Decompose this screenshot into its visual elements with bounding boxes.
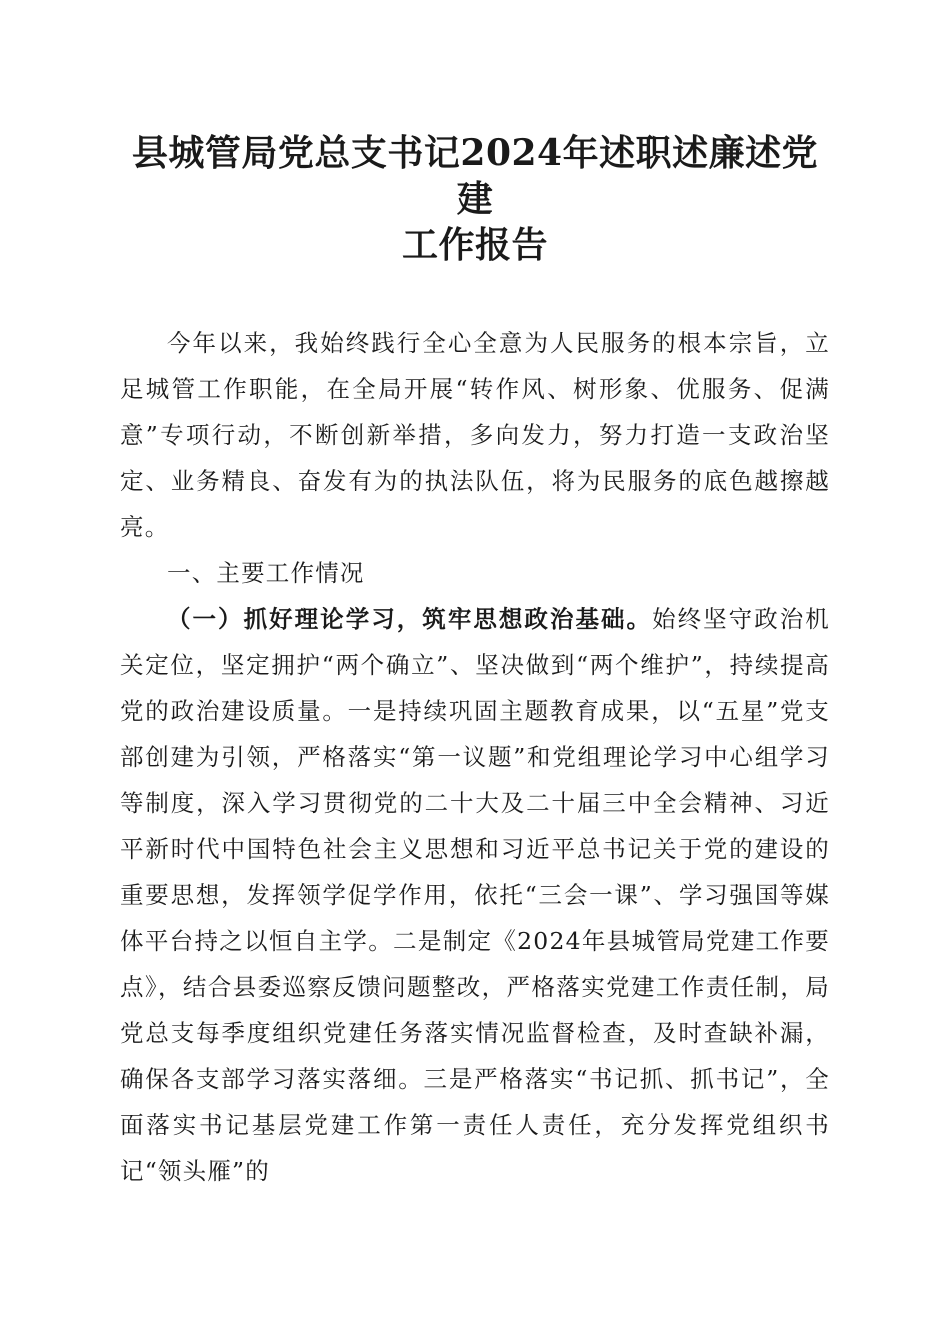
sub-heading-body: 始终坚守政治机关定位，坚定拥护“两个确立”、坚决做到“两个维护”，持续提高党的政治建设质量。一是持续巩固主题教育成果，以“五星”党支部创建为引领，严格落实“第一议题”和党组理论学习中心组学习等制度，深入学习贯彻党的二十大及二十届三中全会精神、习近平新时代中国特色社会主义思想和习近平总书记关于党的建设的重要思想，发挥领学促学作用，依托“三会一课”、学习强国等媒体平台持之以恒自主学。二是制定《2024年县城管局党建工作要点》，结合县委巡察反馈问题整改，严格落实党建工作责任制，局党总支每季度组织党建任务落实情况监督检查，及时查缺补漏，确保各支部学习落实落细。三是严格落实“书记抓、抓书记”，全面落实书记基层党建工作第一责任人责任，充分发挥党组织书记“领头雁”的 [120,605,830,1185]
document-page [120,130,830,1194]
section-heading: 一、主要工作情况 [167,559,365,587]
intro-paragraph: 今年以来，我始终践行全心全意为人民服务的根本宗旨，立足城管工作职能，在全局开展“转作风、树形象、优服务、促满意”专项行动，不断创新举措，多向发力，努力打造一支政治坚定、业务精良、奋发有为的执法队伍，将为民服务的底色越擦越亮。 [120,329,830,541]
body-paragraph [120,596,830,1194]
sub-heading: （一）抓好理论学习，筑牢思想政治基础。 [167,605,653,633]
title-line-1: 县城管局党总支书记2024年述职述廉述党建 [131,132,819,220]
document-title [120,130,830,268]
title-line-2: 工作报告 [401,224,548,266]
